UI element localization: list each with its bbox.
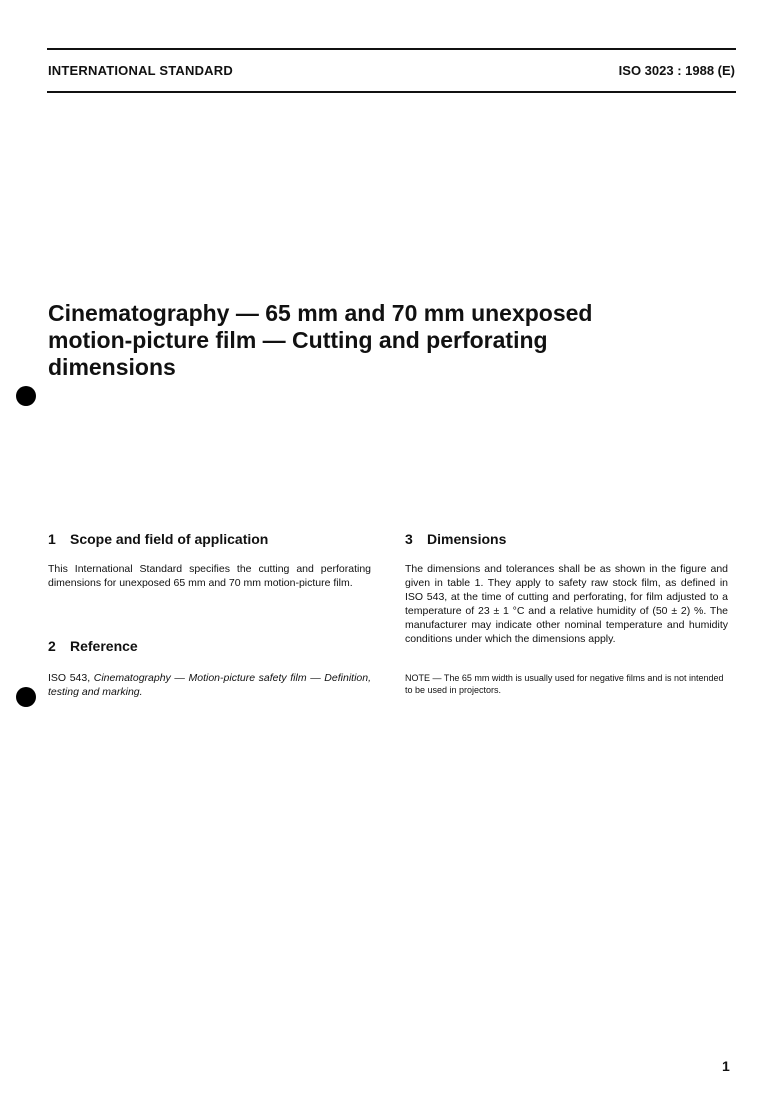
section-title: Scope and field of application: [70, 531, 269, 547]
header-top-rule: [47, 48, 736, 50]
section-number: 2: [48, 638, 56, 654]
reference-title: Cinematography — Motion-picture safety film — Definition, testing and marking.: [48, 672, 371, 698]
reference-id: ISO 543,: [48, 672, 91, 684]
section-title: Reference: [70, 638, 138, 654]
section-1-heading: [48, 531, 268, 547]
title-line-2: motion-picture film — Cutting and perforating: [48, 327, 548, 353]
document-type: INTERNATIONAL STANDARD: [48, 63, 233, 78]
header-bottom-rule: [47, 91, 736, 93]
title-line-3: dimensions: [48, 354, 176, 380]
section-3-heading: [405, 531, 506, 547]
scope-paragraph: This International Standard specifies the cutting and perforating dimensions for unexposed 65 mm and 70 mm motion-picture film.: [48, 563, 371, 589]
page-number: 1: [722, 1058, 730, 1074]
section-number: 3: [405, 531, 413, 547]
document-title: [48, 300, 688, 381]
title-line-1: Cinematography — 65 mm and 70 mm unexposed: [48, 300, 593, 326]
punch-hole-mark: [16, 687, 36, 707]
section-title: Dimensions: [427, 531, 507, 547]
dimensions-paragraph: The dimensions and tolerances shall be as shown in the figure and given in table 1. They apply to safety raw stock film, as defined in ISO 543, at the time of cutting and perforating, for film adjusted to a temperature of 23 ± 1 °C and a relative humidity of (50 ± 2) %. The manufacturer may indicate other nominal temperature and humidity conditions under which the dimensions apply.: [405, 563, 728, 645]
section-number: 1: [48, 531, 56, 547]
punch-hole-mark: [16, 386, 36, 406]
reference-paragraph: [48, 671, 371, 699]
standard-number: ISO 3023 : 1988 (E): [618, 63, 735, 78]
section-2-heading: [48, 638, 138, 654]
dimensions-note: NOTE — The 65 mm width is usually used for negative films and is not intended to be used in projectors.: [405, 673, 724, 695]
